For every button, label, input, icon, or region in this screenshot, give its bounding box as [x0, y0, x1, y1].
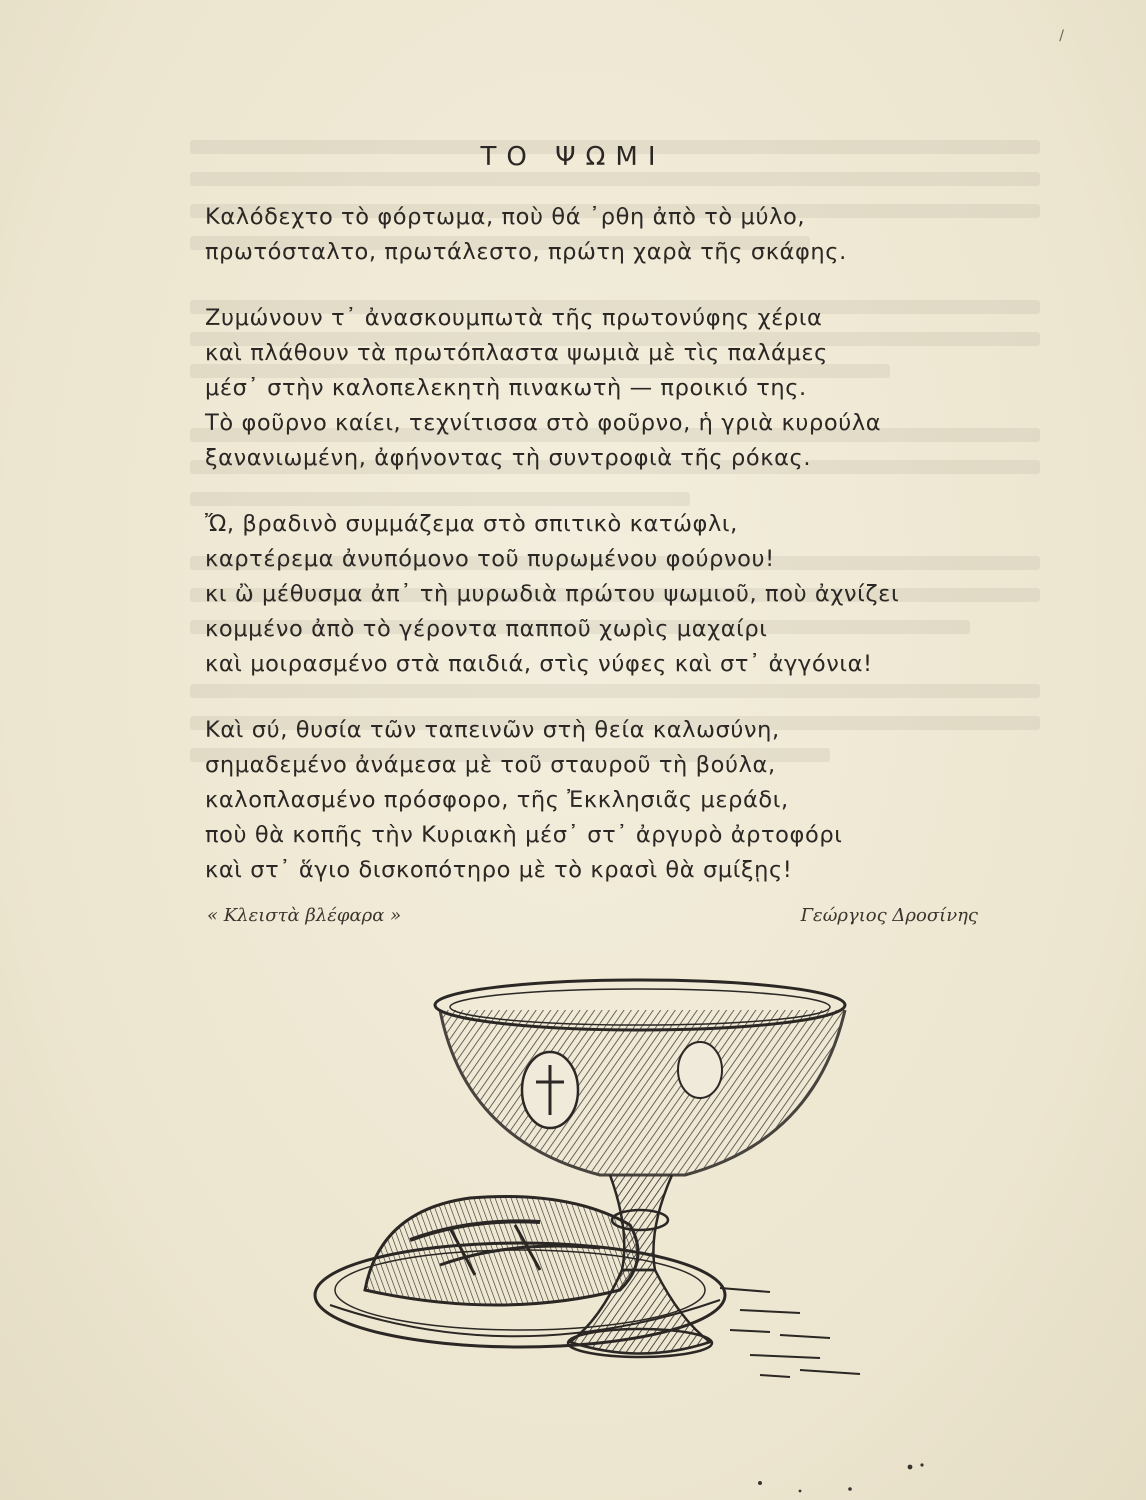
poem-line: κι ὢ μέθυσμα ἀπ᾽ τὴ μυρωδιὰ πρώτου ψωμιοῦ, ποὺ ἀχνίζει — [205, 581, 900, 607]
poem-title: ΤΟ ΨΩΜΙ — [480, 142, 666, 172]
stanza — [205, 713, 1025, 888]
pencil-mark: / — [1059, 28, 1064, 44]
poem-source: « Κλειστὰ βλέφαρα » — [207, 905, 402, 926]
bread-loaf — [365, 1197, 638, 1305]
poem-line: Καλόδεχτο τὸ φόρτωμα, ποὺ θά ᾽ρθη ἀπὸ τὸ μύλο, — [205, 204, 806, 230]
ink-specks — [740, 1455, 960, 1495]
poem-line: καὶ πλάθουν τὰ πρωτόπλαστα ψωμιὰ μὲ τὶς παλάμες — [205, 340, 828, 366]
poem-line: καὶ στ᾽ ἅγιο δισκοπότηρο μὲ τὸ κρασὶ θὰ σμίξῃς! — [205, 857, 793, 883]
poem-line: Τὸ φοῦρνο καίει, τεχνίτισσα στὸ φοῦρνο, ἡ γριὰ κυρούλα — [205, 410, 882, 436]
poem-line: Ζυμώνουν τ᾽ ἀνασκουμπωτὰ τῆς πρωτονύφης χέρια — [205, 305, 823, 331]
poem-line: Ὤ, βραδινὸ συμμάζεμα στὸ σπιτικὸ κατώφλι, — [205, 511, 738, 537]
poem-line: Καὶ σύ, θυσία τῶν ταπεινῶν στὴ θεία καλωσύνη, — [205, 717, 780, 743]
poem-line: σημαδεμένο ἀνάμεσα μὲ τοῦ σταυροῦ τὴ βούλα, — [205, 752, 776, 778]
stanza — [205, 200, 1025, 270]
poem-author: Γεώργιος Δροσίνης — [800, 905, 978, 926]
poem-line: καρτέρεμα ἀνυπόμονο τοῦ πυρωμένου φούρνου! — [205, 546, 775, 572]
poem-line: καὶ μοιρασμένο στὰ παιδιά, στὶς νύφες καὶ στ᾽ ἀγγόνια! — [205, 651, 873, 677]
poem-line: πρωτόσταλτο, πρωτάλεστο, πρώτη χαρὰ τῆς σκάφης. — [205, 239, 847, 265]
poem-line: μέσ᾽ στὴν καλοπελεκητὴ πινακωτὴ — προικιό της. — [205, 375, 807, 401]
poem-body — [205, 200, 1025, 919]
poem-line: ξανανιωμένη, ἀφήνοντας τὴ συντροφιὰ τῆς ρόκας. — [205, 445, 812, 471]
poem-line: καλοπλασμένο πρόσφορο, τῆς Ἐκκλησιᾶς μεράδι, — [205, 787, 789, 813]
poem-line: ποὺ θὰ κοπῆς τὴν Κυριακὴ μέσ᾽ στ᾽ ἀργυρὸ ἀρτοφόρι — [205, 822, 843, 848]
poem-line: κομμένο ἀπὸ τὸ γέροντα παπποῦ χωρὶς μαχαίρι — [205, 616, 768, 642]
stanza — [205, 301, 1025, 476]
stanza — [205, 507, 1025, 682]
chalice-and-bread-illustration — [300, 970, 900, 1400]
table-shading — [720, 1288, 860, 1377]
